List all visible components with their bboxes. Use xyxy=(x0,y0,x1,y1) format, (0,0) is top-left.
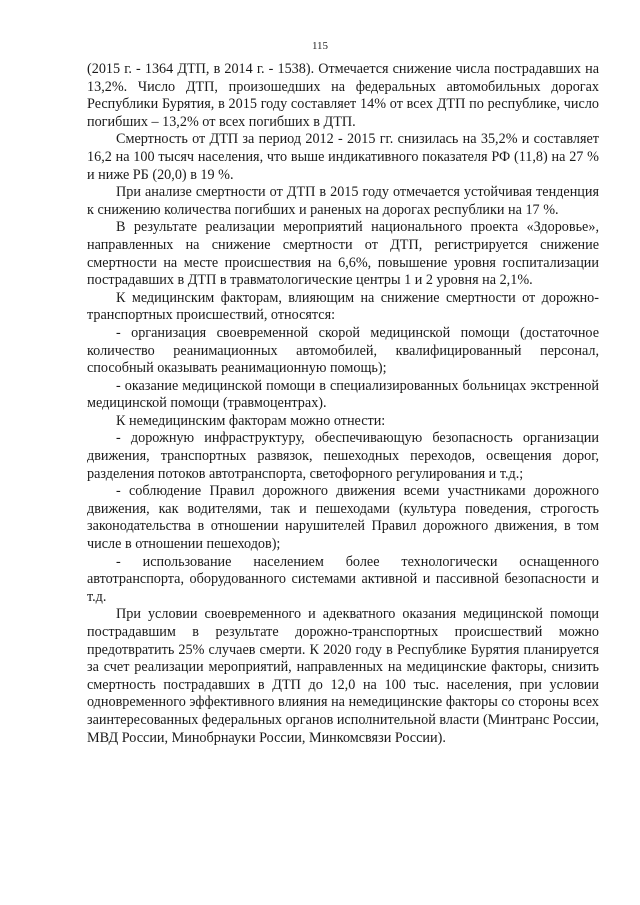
paragraph: К немедицинским факторам можно отнести: xyxy=(116,412,386,429)
list-item: - использование населением более технологически оснащенного автотранспорта, оборудованного системами активной и пассивной безопасности и т.д. xyxy=(87,553,599,605)
list-item: - соблюдение Правил дорожного движения всеми участниками дорожного движения, как водителями, так и пешеходами (культура поведения, строгость законодательства в отношении нарушителей Правил дорожного движения, в том числе в отношении пешеходов); xyxy=(87,483,599,553)
paragraph: При условии своевременного и адекватного оказания медицинской помощи пострадавшим в результате дорожно-транспортных происшествий можно предотвратить 25% случаев смерти. К 2020 году в Республике Бурятия планируется за счет реализации мероприятий, направленных на медицинские факторы, снизить смертность пострадавших в ДТП до 12,0 на 100 тыс. населения, при условии одновременного эффективного влияния на немедицинские факторы со стороны всех заинтересованных федеральных органов исполнительной власти (Минтранс России, МВД России, Минобрнауки России, Минкомсвязи России). xyxy=(87,606,599,746)
paragraph: Смертность от ДТП за период 2012 - 2015 гг. снизилась на 35,2% и составляет 16,2 на 100 тысяч населения, что выше индикативного показателя РФ (11,8) на 27 % и ниже РБ (20,0) в 19 %. xyxy=(87,131,599,183)
page-number: 115 xyxy=(311,40,329,52)
paragraph: (2015 г. - 1364 ДТП, в 2014 г. - 1538). Отмечается снижение числа пострадавших на 13,2%. Число ДТП, произошедших на федеральных автомобильных дорогах Республики Бурятия, в 2015 году составляет 14% от всех ДТП по республике, число погибших – 13,2% от всех погибших в ДТП. xyxy=(87,61,599,130)
list-item: - оказание медицинской помощи в специализированных больницах экстренной медицинской помощи (травмоцентрах). xyxy=(87,377,599,412)
list-item: - организация своевременной скорой медицинской помощи (достаточное количество реанимационных автомобилей, квалифицированный персонал, способный оказывать реанимационную помощь); xyxy=(87,324,599,377)
paragraph: К медицинским факторам, влияющим на снижение смертности от дорожно-транспортных происшествий, относятся: xyxy=(87,289,599,324)
paragraph: При анализе смертности от ДТП в 2015 году отмечается устойчивая тенденция к снижению количества погибших и раненых на дорогах республики на 17 %. xyxy=(87,184,599,218)
paragraph: В результате реализации мероприятий национального проекта «Здоровье», направленных на снижение смертности от ДТП, регистрируется снижение смертности на месте происшествия на 6,6%, повышение уровня госпитализации пострадавших в ДТП в травматологические центры 1 и 2 уровня на 2,1%. xyxy=(87,219,599,289)
body-text xyxy=(87,61,599,747)
list-item: - дорожную инфраструктуру, обеспечивающую безопасность организации движения, транспортных развязок, пешеходных переходов, освещения дорог, разделения потоков автотранспорта, светофорного регулирования и т.д.; xyxy=(87,430,599,482)
